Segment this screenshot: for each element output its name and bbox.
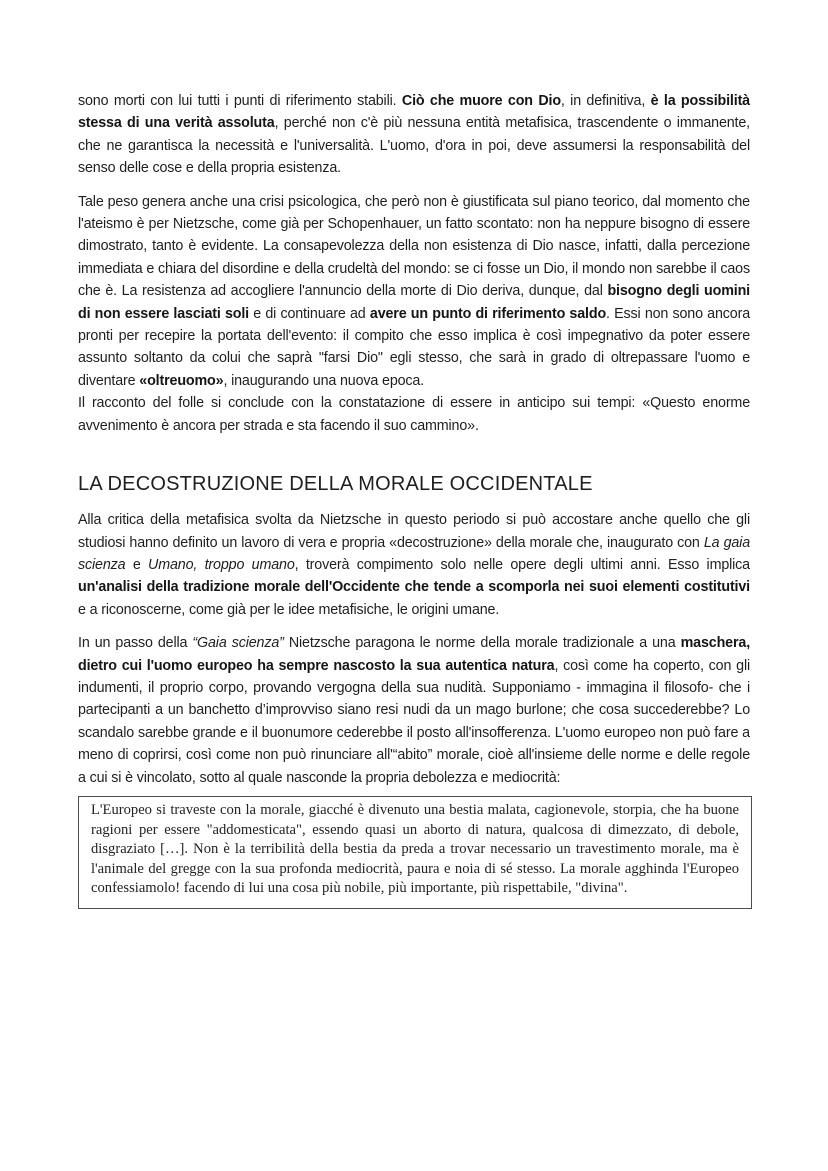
paragraph-crisi-psicologica: Tale peso genera anche una crisi psicologica, che però non è giustificata sul piano teorico, dal momento che l'ateismo è per Nietzsche, come già per Schopenhauer, un fatto scontato: non ha neppure bisogno di essere dimostrato, tanto è evidente. La consapevolezza della non esistenza di Dio nasce, infatti, dalla percezione immediata e chiara del disordine e della crudeltà del mondo: se ci fosse un Dio, il mondo non sarebbe il caos che è. La resistenza ad accogliere l'annuncio della morte di Dio deriva, dunque, dal bisogno degli uomini di non essere lasciati soli e di continuare ad avere un punto di riferimento saldo. Essi non sono ancora pronti per recepire la portata dell'evento: il compito che esso implica è così impegnativo da poter essere assunto soltanto da colui che saprà "farsi Dio" egli stesso, che sarà in grado di oltrepassare l'uomo e diventare «oltreuomo», inaugurando una nuova epoca. xyxy=(78,193,750,389)
paragraph-morte-di-dio: sono morti con lui tutti i punti di riferimento stabili. Ciò che muore con Dio, in definitiva, è la possibilità stessa di una verità assoluta, perché non c'è più nessuna entità metafisica, trascendente o immanente, che ne garantisca la necessità e l'universalità. L'uomo, d'ora in poi, deve assumersi la responsabilità del senso delle cose e della propria esistenza. xyxy=(78,93,750,177)
paragraph-gaia-scienza-maschera: In un passo della “Gaia scienza” Nietzsche paragona le norme della morale tradizionale a una maschera, dietro cui l'uomo europeo ha sempre nascosto la sua autentica natura, così come ha coperto, con gli indumenti, il proprio corpo, provando vergogna della sua nudità. Supponiamo - immagina il filosofo- che i partecipanti a un banchetto d’improvviso siano resi nudi da un mago burlone; che cosa succederebbe? Lo scandalo sarebbe grande e il buonumore cederebbe il posto all'insofferenza. L'uomo europeo non può fare a meno di coprirsi, così come non può rinunciare all'“abito” morale, cioè all'insieme delle norme e delle regole a cui si è vincolato, sotto al quale nasconde la propria debolezza e mediocrità: xyxy=(78,635,751,786)
quote-box xyxy=(78,796,752,909)
quote-text-europeo-morale: L'Europeo si traveste con la morale, giacché è divenuto una bestia malata, cagionevole, storpia, che ha buone ragioni per essere "addomesticata", essendo quasi un aborto di natura, qualcosa di dimezzato, di debole, disgraziato […]. Non è la terribilità della bestia da preda a trovar necessario un travestimento morale, ma è l'animale del gregge con la sua profonda mediocrità, paura e noia di sé stesso. La morale agghinda l'Europeo confessiamolo! facendo di lui una cosa più nobile, più importante, più rispettabile, "divina". xyxy=(91,801,739,897)
paragraph-racconto-del-folle: Il racconto del folle si conclude con la constatazione di essere in anticipo sui tempi: «Questo enorme avvenimento è ancora per strada e sta facendo il suo cammino». xyxy=(78,395,750,434)
section-heading-decostruzione-morale: LA DECOSTRUZIONE DELLA MORALE OCCIDENTALE xyxy=(78,473,593,496)
paragraph-critica-metafisica: Alla critica della metafisica svolta da Nietzsche in questo periodo si può accostare anche quello che gli studiosi hanno definito un lavoro di vera e propria «decostruzione» della morale che, inaugurato con La gaia scienza e Umano, troppo umano, troverà compimento solo nelle opere degli ultimi anni. Esso implica un'analisi della tradizione morale dell'Occidente che tende a scomporla nei suoi elementi costitutivi e a riconoscerne, come già per le idee metafisiche, le origini umane. xyxy=(78,512,751,618)
